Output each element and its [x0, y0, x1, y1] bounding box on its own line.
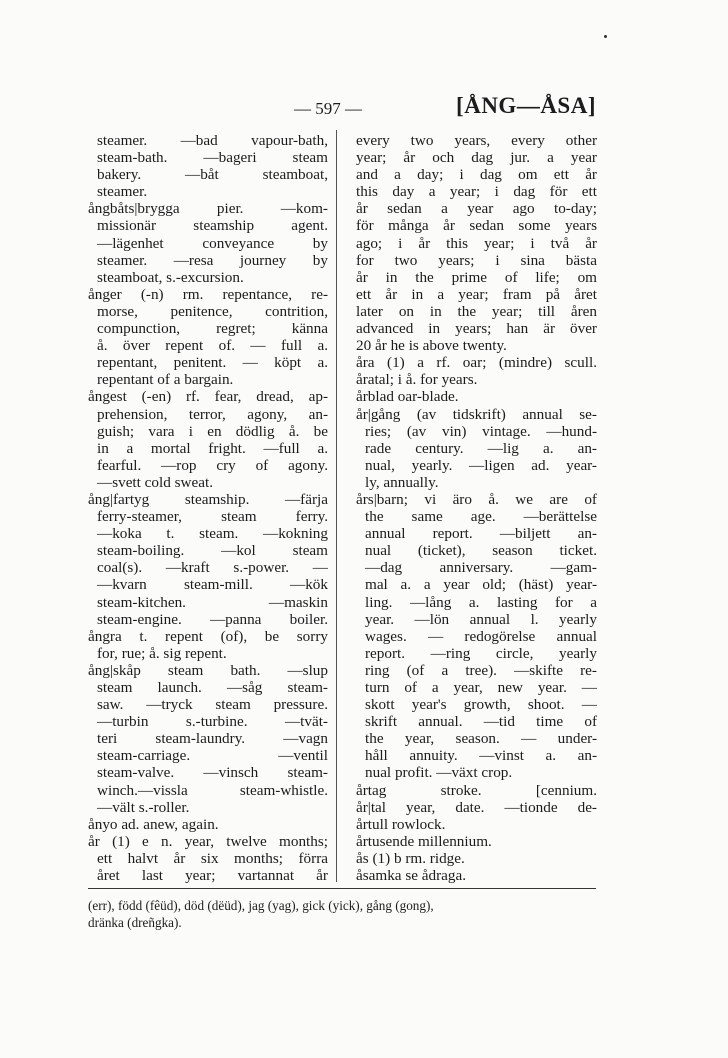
text-line: mal a. a year old; (häst) year-: [365, 576, 597, 594]
text-line: steamboat, s.-excursion.: [97, 268, 244, 286]
text-line: håll annuity. —vinst a. an-: [365, 747, 597, 765]
text-line: ångest (-en) rf. fear, dread, ap-: [88, 388, 328, 406]
ink-speck: [604, 35, 607, 38]
text-line: årblad oar-blade.: [356, 388, 459, 406]
text-line: ett år in a year; fram på året: [356, 285, 597, 303]
text-line: ring (of a tree). —skifte re-: [365, 661, 597, 679]
text-line: års|barn; vi äro å. we are of: [356, 490, 597, 508]
text-line: report. —ring circle, yearly: [365, 644, 597, 662]
text-line: in a mortal fright. —full a.: [97, 439, 328, 457]
text-line: steam-bath. —bageri steam: [97, 149, 328, 167]
text-line: every two years, every other: [356, 132, 597, 149]
text-line: för många år sedan some years: [356, 217, 597, 235]
text-line: 20 år he is above twenty.: [356, 337, 507, 355]
text-line: year. —lön annual l. yearly: [365, 610, 597, 628]
text-line: —svett cold sweat.: [97, 473, 213, 491]
text-line: —kvarn steam-mill. —kök: [97, 576, 328, 594]
text-line: nual (ticket), season ticket.: [365, 542, 597, 560]
text-line: steam-kitchen. —maskin: [97, 593, 328, 611]
text-line: ång|skåp steam bath. —slup: [88, 661, 328, 679]
text-line: år (1) e n. year, twelve months;: [88, 832, 328, 850]
text-line: year; år och dag jur. a year: [356, 149, 597, 167]
text-line: coal(s). —kraft s.-power. —: [97, 559, 328, 577]
text-line: årtusende millennium.: [356, 832, 492, 850]
text-line: nual profit. —växt crop.: [365, 764, 513, 782]
text-line: ånyo ad. anew, again.: [88, 815, 219, 833]
text-line: steam-engine. —panna boiler.: [97, 610, 328, 628]
text-line: steamer.: [97, 183, 148, 201]
text-line: skrift annual. —tid time of: [365, 713, 597, 731]
text-line: årtag stroke. [cennium.: [356, 781, 597, 799]
text-line: saw. —tryck steam pressure.: [97, 696, 328, 714]
footnote-line: dränka (dreñgka).: [88, 915, 182, 930]
text-line: advanced in years; han är över: [356, 320, 597, 338]
text-line: fearful. —rop cry of agony.: [97, 456, 328, 474]
text-line: —vält s.-roller.: [97, 798, 190, 816]
text-line: år|tal year, date. —tionde de-: [356, 798, 597, 816]
footnote: [88, 897, 596, 931]
text-line: steam-boiling. —kol steam: [97, 542, 328, 560]
text-line: ago; i år this year; i två år: [356, 234, 597, 252]
footnote-line: (err), född (fêüd), död (dëüd), jag (yag), gick (yick), gång (gong),: [88, 898, 434, 913]
text-line: ly, annually.: [365, 473, 439, 491]
text-line: nual, yearly. —ligen ad. year-: [365, 456, 597, 474]
running-head: [ÅNG—ÅSA]: [456, 93, 596, 118]
text-line: winch.—vissla steam-whistle.: [97, 781, 328, 799]
text-line: ångra t. repent (of), be sorry: [88, 627, 328, 645]
text-line: compunction, regret; känna: [97, 320, 328, 338]
text-line: ånger (-n) rm. repentance, re-: [88, 285, 328, 303]
text-line: ångbåts|brygga pier. —kom-: [88, 200, 328, 218]
text-line: ås (1) b rm. ridge.: [356, 849, 465, 867]
text-line: repentant, penitent. — köpt a.: [97, 354, 328, 372]
page-number: — 597 —: [294, 99, 362, 118]
text-line: —dag anniversary. —gam-: [365, 559, 597, 577]
text-line: annual report. —biljett an-: [365, 525, 597, 543]
text-line: åra (1) a rf. oar; (mindre) scull.: [356, 354, 597, 372]
text-line: —koka t. steam. —kokning: [97, 525, 328, 543]
text-line: år sedan a year ago to-day;: [356, 200, 597, 218]
text-line: this day a year; i dag för ett: [356, 183, 597, 201]
right-column: [356, 132, 597, 884]
text-line: år in the prime of life; om: [356, 268, 597, 286]
text-line: ferry-steamer, steam ferry.: [97, 508, 328, 526]
text-line: skott year's growth, shoot. —: [365, 696, 597, 714]
text-line: prehension, terror, agony, an-: [97, 405, 328, 423]
text-line: ett halvt år six months; förra: [97, 849, 328, 867]
text-line: guish; vara i en dödlig å. be: [97, 422, 328, 440]
text-line: later on in the year; till åren: [356, 302, 597, 320]
text-line: året last year; vartannat år: [97, 867, 328, 885]
text-line: and a day; i dag om ett år: [356, 166, 597, 184]
text-line: å. över repent of. — full a.: [97, 337, 328, 355]
text-line: rade century. —lig a. an-: [365, 439, 597, 457]
text-line: steamer. —bad vapour-bath,: [97, 132, 328, 149]
text-line: åsamka se ådraga.: [356, 867, 467, 885]
footnote-divider: [88, 888, 596, 889]
text-line: åratal; i å. for years.: [356, 371, 478, 389]
text-line: teri steam-laundry. —vagn: [97, 730, 328, 748]
text-line: steam launch. —såg steam-: [97, 679, 328, 696]
text-line: bakery. —båt steamboat,: [97, 166, 328, 184]
text-line: turn of a year, new year. —: [365, 679, 597, 696]
text-line: steamer. —resa journey by: [97, 251, 328, 269]
text-line: år|gång (av tidskrift) annual se-: [356, 405, 597, 423]
left-column: [88, 132, 328, 884]
text-line: the same age. —berättelse: [365, 508, 597, 526]
text-line: for two years; i sina bästa: [356, 251, 597, 269]
page-header: [88, 93, 596, 125]
text-line: —lägenhet conveyance by: [97, 234, 328, 252]
text-line: the year, season. — under-: [365, 730, 597, 748]
text-line: ries; (av vin) vintage. —hund-: [365, 422, 597, 440]
text-line: steam-carriage. —ventil: [97, 747, 328, 765]
column-divider: [336, 130, 337, 882]
text-line: ång|fartyg steamship. —färja: [88, 490, 328, 508]
text-line: morse, penitence, contrition,: [97, 302, 328, 320]
text-line: repentant of a bargain.: [97, 371, 234, 389]
text-line: ling. —lång a. lasting for a: [365, 593, 597, 611]
text-line: årtull rowlock.: [356, 815, 446, 833]
text-line: missionär steamship agent.: [97, 217, 328, 235]
text-line: wages. — redogörelse annual: [365, 627, 597, 645]
text-line: steam-valve. —vinsch steam-: [97, 764, 328, 782]
text-line: for, rue; å. sig repent.: [97, 644, 227, 662]
text-line: —turbin s.-turbine. —tvät-: [97, 713, 328, 731]
